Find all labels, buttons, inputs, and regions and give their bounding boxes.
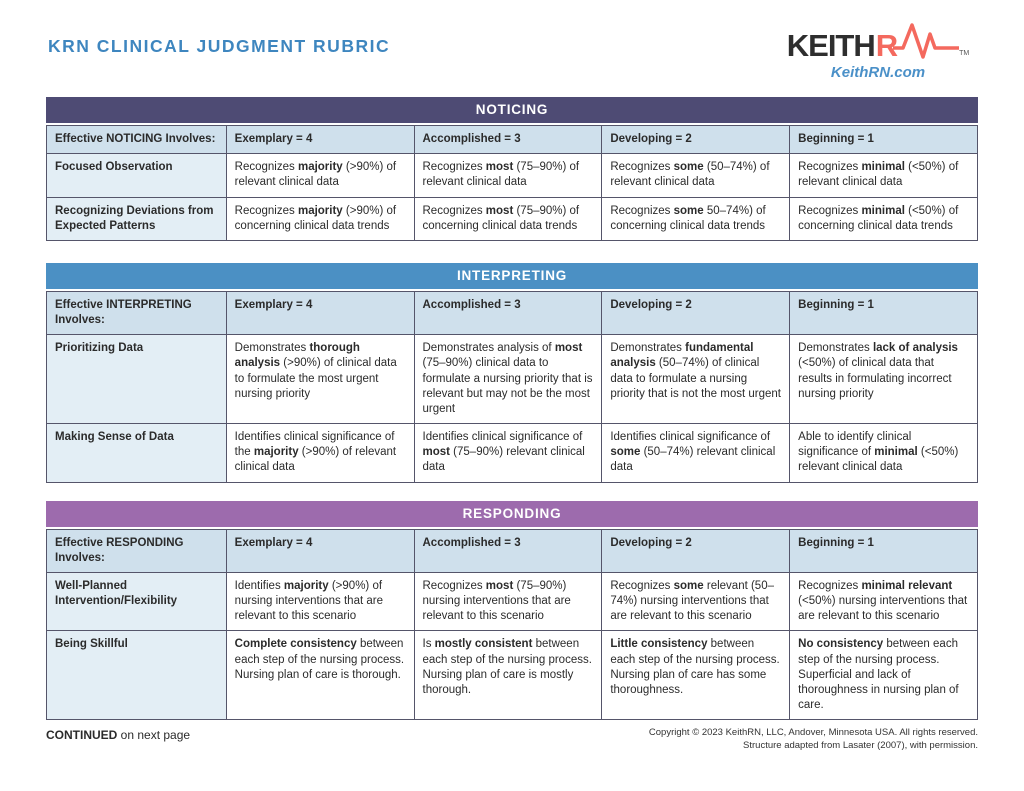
column-header-exemplary: Exemplary = 4 — [226, 529, 414, 572]
rubric-cell: Recognizes minimal (<50%) of concerning clinical data trends — [790, 197, 978, 240]
noticing-header-band: NOTICING — [46, 97, 978, 123]
rubric-cell: Recognizes minimal (<50%) of relevant clinical data — [790, 154, 978, 197]
row-label: Well-Planned Intervention/Flexibility — [47, 572, 227, 631]
rubric-cell: Is mostly consistent between each step of the nursing process. Nursing plan of care is mostly thorough. — [414, 631, 602, 720]
column-header-exemplary: Exemplary = 4 — [226, 291, 414, 334]
interpreting-table — [46, 291, 978, 483]
column-header-criteria: Effective NOTICING Involves: — [47, 126, 227, 154]
page-footer — [46, 727, 978, 753]
column-header-beginning: Beginning = 1 — [790, 291, 978, 334]
logo-site-url: KeithRN.com — [830, 64, 926, 81]
row-label: Recognizing Deviations from Expected Patterns — [47, 197, 227, 240]
rubric-cell: Complete consistency between each step of the nursing process. Nursing plan of care is thorough. — [226, 631, 414, 720]
table-row — [47, 572, 978, 631]
column-header-developing: Developing = 2 — [602, 126, 790, 154]
trademark-symbol: TM — [959, 50, 970, 57]
rubric-cell: Recognizes majority (>90%) of concerning clinical data trends — [226, 197, 414, 240]
row-label: Prioritizing Data — [47, 335, 227, 424]
keithrn-logo — [778, 22, 978, 81]
table-row — [47, 631, 978, 720]
rubric-cell: Demonstrates lack of analysis (<50%) of clinical data that results in formulating incorrect nursing priority — [790, 335, 978, 424]
column-header-accomplished: Accomplished = 3 — [414, 126, 602, 154]
column-header-row — [47, 291, 978, 334]
logo-wordmark — [778, 22, 978, 61]
row-label: Focused Observation — [47, 154, 227, 197]
table-row — [47, 154, 978, 197]
column-header-criteria: Effective RESPONDING Involves: — [47, 529, 227, 572]
logo-keith-text: KEITH — [786, 28, 875, 63]
logo-r-text: R — [875, 28, 898, 63]
row-label: Making Sense of Data — [47, 424, 227, 483]
noticing-table — [46, 125, 978, 241]
column-header-accomplished: Accomplished = 3 — [414, 529, 602, 572]
page-header — [46, 0, 978, 97]
rubric-cell: Recognizes some relevant (50–74%) nursing interventions that are relevant to this scenario — [602, 572, 790, 631]
rubric-cell: Identifies clinical significance of most (75–90%) relevant clinical data — [414, 424, 602, 483]
rubric-cell: Identifies clinical significance of the majority (>90%) of relevant clinical data — [226, 424, 414, 483]
rubric-cell: Demonstrates fundamental analysis (50–74%) of clinical data to formulate a nursing priority that is not the most urgent — [602, 335, 790, 424]
rubric-cell: Demonstrates analysis of most (75–90%) clinical data to formulate a nursing priority that is relevant but may not be the most urgent — [414, 335, 602, 424]
page-title: KRN CLINICAL JUDGMENT RUBRIC — [48, 36, 391, 56]
rubric-cell: Identifies majority (>90%) of nursing interventions that are relevant to this scenario — [226, 572, 414, 631]
column-header-developing: Developing = 2 — [602, 529, 790, 572]
rubric-cell: Recognizes most (75–90%) of concerning clinical data trends — [414, 197, 602, 240]
interpreting-header-band: INTERPRETING — [46, 263, 978, 289]
responding-header-band: RESPONDING — [46, 501, 978, 527]
rubric-cell: Identifies clinical significance of some (50–74%) relevant clinical data — [602, 424, 790, 483]
rubric-cell: Able to identify clinical significance of minimal (<50%) relevant clinical data — [790, 424, 978, 483]
rubric-cell: Recognizes some (50–74%) of relevant clinical data — [602, 154, 790, 197]
copyright-line1: Copyright © 2023 KeithRN, LLC, Andover, Minnesota USA. All rights reserved. — [648, 727, 978, 739]
rubric-cell: Recognizes some 50–74%) of concerning clinical data trends — [602, 197, 790, 240]
copyright-block — [649, 727, 978, 753]
rubric-cell: Recognizes minimal relevant (<50%) nursing interventions that are relevant to this scenario — [790, 572, 978, 631]
ekg-heartbeat-icon — [893, 22, 959, 60]
column-header-developing: Developing = 2 — [602, 291, 790, 334]
rubric-cell: Little consistency between each step of the nursing process. Nursing plan of care has some thoroughness. — [602, 631, 790, 720]
rubric-cell: No consistency between each step of the nursing process. Superficial and lack of thoroughness in nursing plan of care. — [790, 631, 978, 720]
rubric-cell: Demonstrates thorough analysis (>90%) of clinical data to formulate the most urgent nursing priority — [226, 335, 414, 424]
copyright-line2: Structure adapted from Lasater (2007), with permission. — [743, 740, 978, 752]
column-header-exemplary: Exemplary = 4 — [226, 126, 414, 154]
column-header-accomplished: Accomplished = 3 — [414, 291, 602, 334]
table-row — [47, 424, 978, 483]
rubric-cell: Recognizes most (75–90%) nursing interventions that are relevant to this scenario — [414, 572, 602, 631]
table-row — [47, 197, 978, 240]
continued-note: CONTINUED on next page — [46, 728, 191, 743]
rubric-cell: Recognizes most (75–90%) of relevant clinical data — [414, 154, 602, 197]
row-label: Being Skillful — [47, 631, 227, 720]
column-header-row — [47, 126, 978, 154]
responding-table — [46, 529, 978, 721]
column-header-beginning: Beginning = 1 — [790, 529, 978, 572]
table-row — [47, 335, 978, 424]
column-header-criteria: Effective INTERPRETING Involves: — [47, 291, 227, 334]
rubric-cell: Recognizes majority (>90%) of relevant clinical data — [226, 154, 414, 197]
column-header-beginning: Beginning = 1 — [790, 126, 978, 154]
column-header-row — [47, 529, 978, 572]
